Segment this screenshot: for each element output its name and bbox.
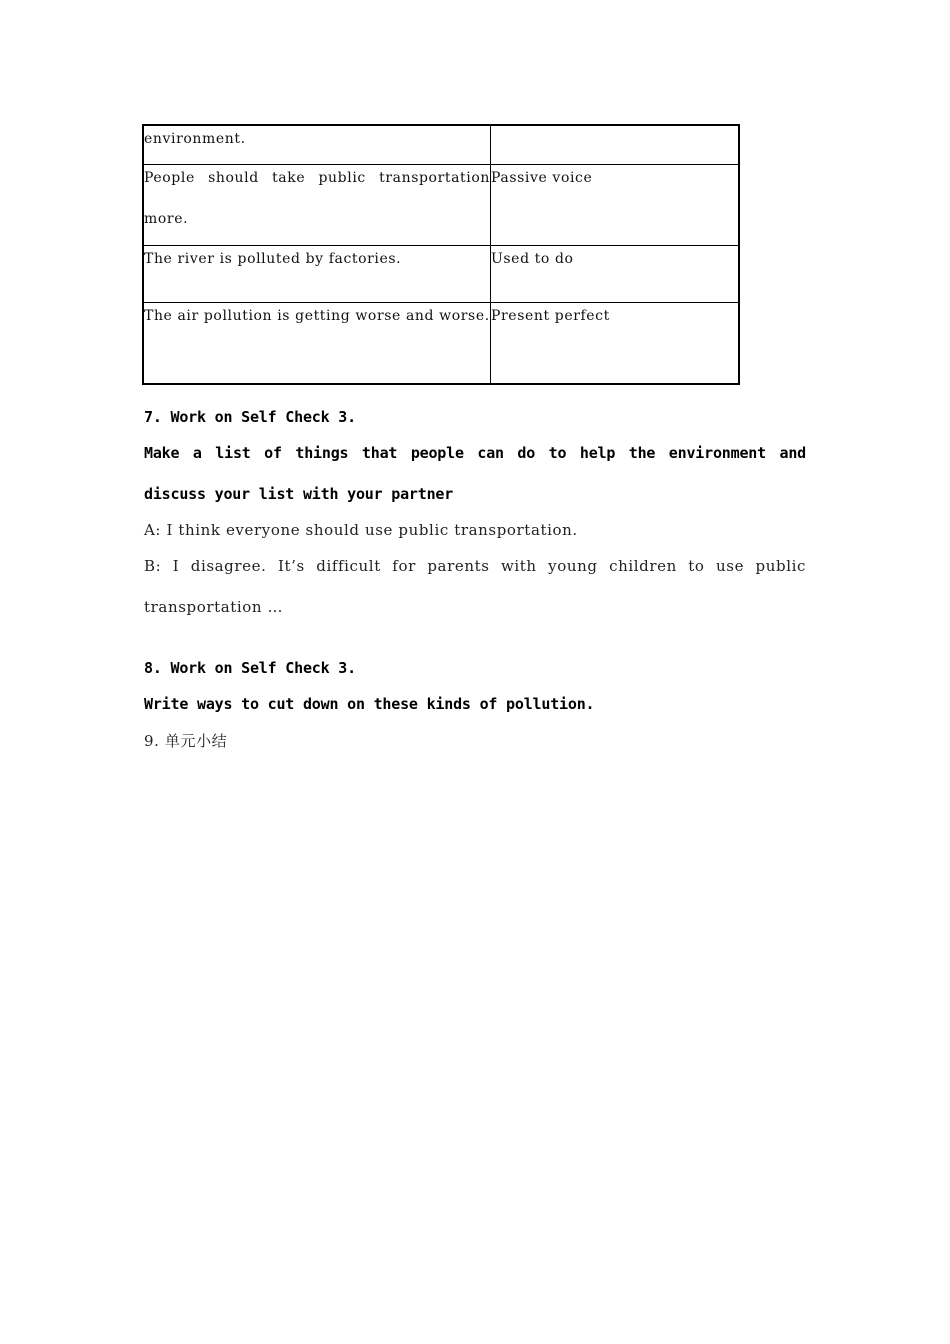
table-row [143,303,739,385]
table-cell-left: environment. [143,125,491,165]
table-cell-left: People should take public transportation more. [143,165,491,246]
grammar-table [142,124,740,385]
dialogue-line-a: A: I think everyone should use public transportation. [144,521,578,539]
section-8-instruction: Write ways to cut down on these kinds of pollution. [144,695,595,713]
section-8-heading: 8. Work on Self Check 3. [144,659,356,677]
table-cell-right: Passive voice [491,165,740,246]
table-cell-right: Used to do [491,246,740,303]
section-7-instruction: Make a list of things that people can do to help the environment and discuss your list with your partner [144,444,806,503]
section-7-heading: 7. Work on Self Check 3. [144,408,356,426]
table-row [143,246,739,303]
section-9-heading: 9. 单元小结 [144,732,228,750]
table-cell-left: The river is polluted by factories. [143,246,491,303]
table-cell-left: The air pollution is getting worse and worse. [143,303,491,385]
table-cell-right: Present perfect [491,303,740,385]
dialogue-line-b: B: I disagree. It’s difficult for parents with young children to use public transportation … [144,557,806,616]
table-row [143,165,739,246]
